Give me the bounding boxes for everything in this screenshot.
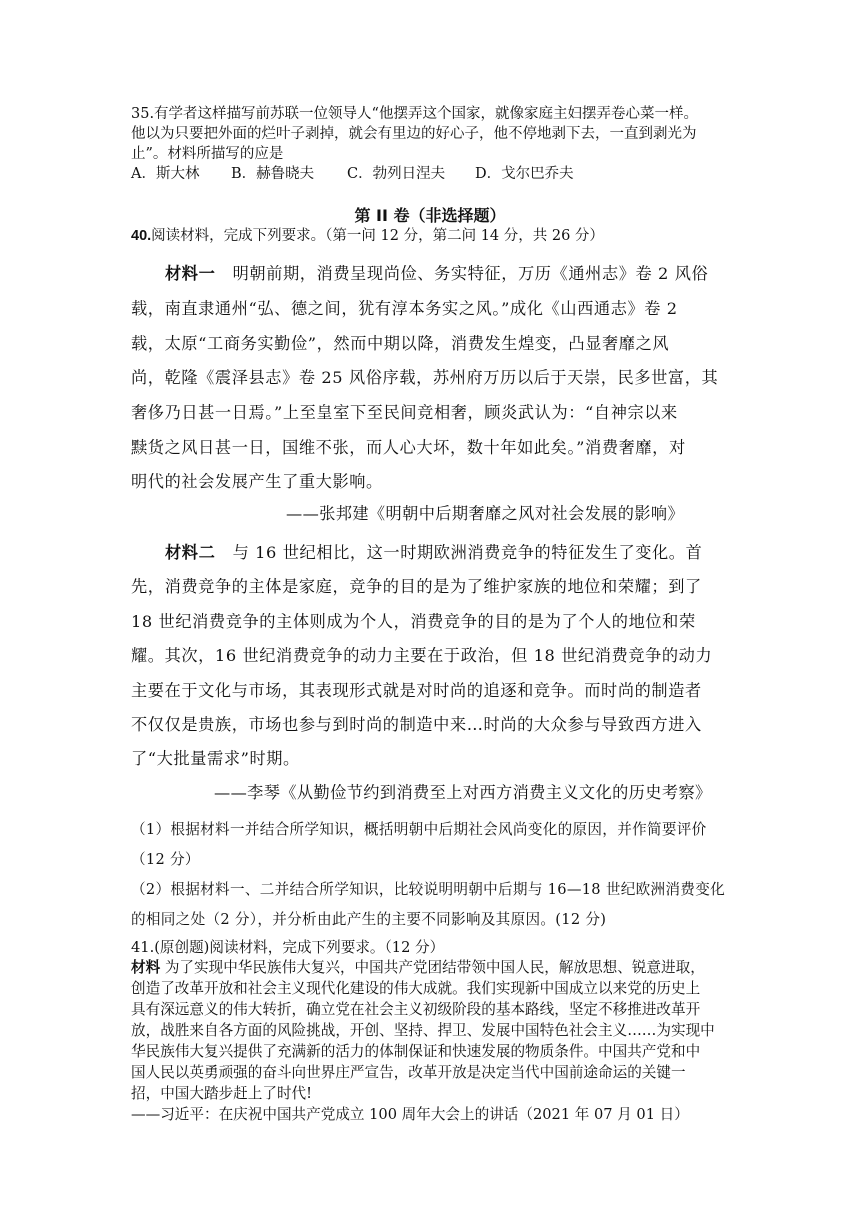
material2-line-2: 先，消费竞争的主体是家庭，竞争的目的是为了维护家族的地位和荣耀；到了 — [131, 577, 702, 596]
material2-line-6: 不仅仅是贵族，市场也参与到时尚的制造中来…时尚的大众参与导致西方进入 — [131, 715, 702, 734]
q35-option-d: D．戈尔巴乔夫 — [475, 166, 574, 182]
material2-label: 材料二 — [165, 543, 216, 562]
q40-header — [131, 226, 604, 246]
material1-line-1: 材料一 明朝前期，消费呈现尚俭、务实特征，万历《通州志》卷 2 风俗 — [165, 264, 709, 283]
q40-number: 40. — [131, 228, 152, 244]
q35-option-b: B．赫鲁晓夫 — [231, 166, 315, 182]
q35-line-1: 35.有学者这样描写前苏联一位领导人“他摆弄这个国家，就像家庭主妇摆弄卷心菜一样。 — [131, 106, 698, 122]
material2-source: ——李琴《从勤俭节约到消费至上对西方消费主义文化的历史考察》 — [214, 783, 712, 802]
material1-line-6: 黩货之风日甚一日，国维不张，而人心大坏，数十年如此矣。”消费奢靡，对 — [131, 438, 686, 457]
q41-line-1: 材料 为了实现中华民族伟大复兴，中国共产党团结带领中国人民，解放思想、锐意进取， — [131, 959, 705, 976]
q35-option-a: A．斯大林 — [131, 166, 200, 182]
q40-sub2-line-2: 的相同之处（2 分），并分析由此产生的主要不同影响及其原因。(12 分) — [131, 911, 607, 928]
q35-option-c: C．勃列日涅夫 — [347, 166, 446, 182]
material2-line-7: 了“大批量需求”时期。 — [131, 749, 300, 768]
material1-line-3: 载，太原“工商务实勤俭”，然而中期以降，消费发生煌变，凸显奢靡之风 — [131, 334, 670, 353]
q41-line-4: 放，战胜来自各方面的风险挑战，开创、坚持、捍卫、发展中国特色社会主义……为实现中 — [131, 1022, 715, 1039]
q41-line-6: 国人民以英勇顽强的奋斗向世界庄严宣告，改革开放是决定当代中国前途命运的关键一 — [131, 1064, 686, 1081]
material2-line-4: 耀。其次，16 世纪消费竞争的动力主要在于政治，但 18 世纪消费竞争的动力 — [131, 646, 713, 665]
q35-line-2: 他以为只要把外面的烂叶子剥掉，就会有里边的好心子，他不停地剥下去，一直到剥光为 — [131, 126, 697, 142]
q35-options — [131, 164, 574, 184]
material2-line-1: 材料二 与 16 世纪相比，这一时期欧洲消费竞争的特征发生了变化。首 — [165, 543, 703, 562]
material2-line-5: 主要在于文化与市场，其表现形式就是对时尚的追逐和竞争。而时尚的制造者 — [131, 681, 702, 700]
q40-sub2-line-1: （2）根据材料一、二并结合所学知识，比较说明明朝中后期与 16—18 世纪欧洲消费变化 — [131, 881, 725, 898]
q41-source: ——习近平：在庆祝中国共产党成立 100 周年大会上的讲话（2021 年 07 月 01 日） — [131, 1106, 689, 1123]
q40-sub1-line-1: （1）根据材料一并结合所学知识，概括明朝中后期社会风尚变化的原因，并作简要评价 — [131, 821, 707, 838]
q41-material-label: 材料 — [131, 959, 161, 976]
material1-line-7: 明代的社会发展产生了重大影响。 — [131, 472, 383, 491]
section-title: 第 II 卷（非选择题） — [354, 206, 506, 225]
material1-source: ——张邦建《明朝中后期奢靡之风对社会发展的影响》 — [286, 504, 685, 523]
material1-label: 材料一 — [165, 264, 216, 283]
material2-line-3: 18 世纪消费竞争的主体则成为个人，消费竞争的目的是为了个人的地位和荣 — [131, 612, 696, 631]
q41-line-7: 招，中国大踏步赶上了时代! — [131, 1085, 312, 1102]
material1-line-5: 奢侈乃日甚一日焉。”上至皇室下至民间竞相奢，顾炎武认为：“自神宗以来 — [131, 403, 678, 422]
q41-line-5: 华民族伟大复兴提供了充满新的活力的体制保证和快速发展的物质条件。中国共产党和中 — [131, 1043, 701, 1060]
q35-line-3: 止”。材料所描写的应是 — [131, 146, 284, 162]
q41-line-3: 具有深远意义的伟大转折，确立党在社会主义初级阶段的基本路线，坚定不移推进改革开 — [131, 1001, 701, 1018]
material1-line-2: 载，南直隶通州“弘、德之间，犹有淳本务实之风。”成化《山西通志》卷 2 — [131, 299, 678, 318]
material1-line-4: 尚，乾隆《震泽县志》卷 25 风俗序载，苏州府万历以后于天崇，民多世富，其 — [131, 368, 719, 387]
q40-intro: 阅读材料，完成下列要求。（第一问 12 分，第二问 14 分，共 26 分） — [151, 228, 604, 244]
q40-sub1-line-2: （12 分） — [131, 851, 200, 868]
q41-intro: 41.(原创题)阅读材料，完成下列要求。（12 分） — [131, 939, 445, 956]
q41-line-2: 创造了改革开放和社会主义现代化建设的伟大成就。我们实现新中国成立以来党的历史上 — [131, 980, 701, 997]
